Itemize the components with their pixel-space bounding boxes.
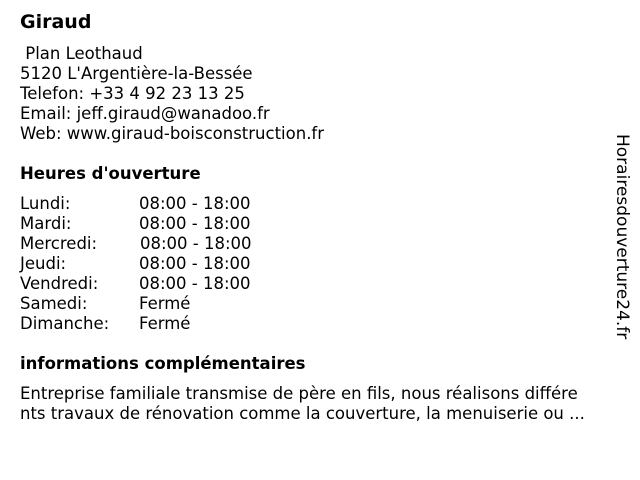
- day-label: Mercredi:: [20, 234, 98, 253]
- info-description: [20, 384, 620, 424]
- hours-value: 08:00 - 18:00: [139, 214, 251, 233]
- address-city: 5120 L'Argentière-la-Bessée: [20, 64, 253, 83]
- description-line: nts travaux de rénovation comme la couverture, la menuiserie ou ...: [20, 404, 585, 423]
- day-label: Lundi:: [20, 194, 71, 213]
- day-label: Jeudi:: [20, 254, 67, 273]
- hours-value: 08:00 - 18:00: [139, 274, 251, 293]
- day-label: Mardi:: [20, 214, 72, 233]
- address-street: Plan Leothaud: [20, 44, 143, 63]
- hours-value: 08:00 - 18:00: [140, 234, 252, 253]
- day-label: Samedi:: [20, 294, 88, 313]
- site-watermark: Horairesdouverture24.fr: [612, 134, 632, 340]
- day-label: Dimanche:: [20, 314, 110, 333]
- hours-value: 08:00 - 18:00: [139, 254, 251, 273]
- hours-value: 08:00 - 18:00: [139, 194, 251, 213]
- phone-line: Telefon: +33 4 92 23 13 25: [20, 84, 245, 103]
- description-line: Entreprise familiale transmise de père en fils, nous réalisons différe: [20, 384, 578, 403]
- day-label: Vendredi:: [20, 274, 99, 293]
- email-line: Email: jeff.giraud@wanadoo.fr: [20, 104, 270, 123]
- business-name: Giraud: [20, 11, 92, 33]
- info-heading: informations complémentaires: [20, 354, 306, 373]
- address-block: [20, 44, 324, 144]
- hours-value: Fermé: [139, 294, 191, 313]
- hours-heading: Heures d'ouverture: [20, 164, 201, 183]
- hours-value: Fermé: [139, 314, 191, 333]
- website-line: Web: www.giraud-boisconstruction.fr: [20, 124, 325, 143]
